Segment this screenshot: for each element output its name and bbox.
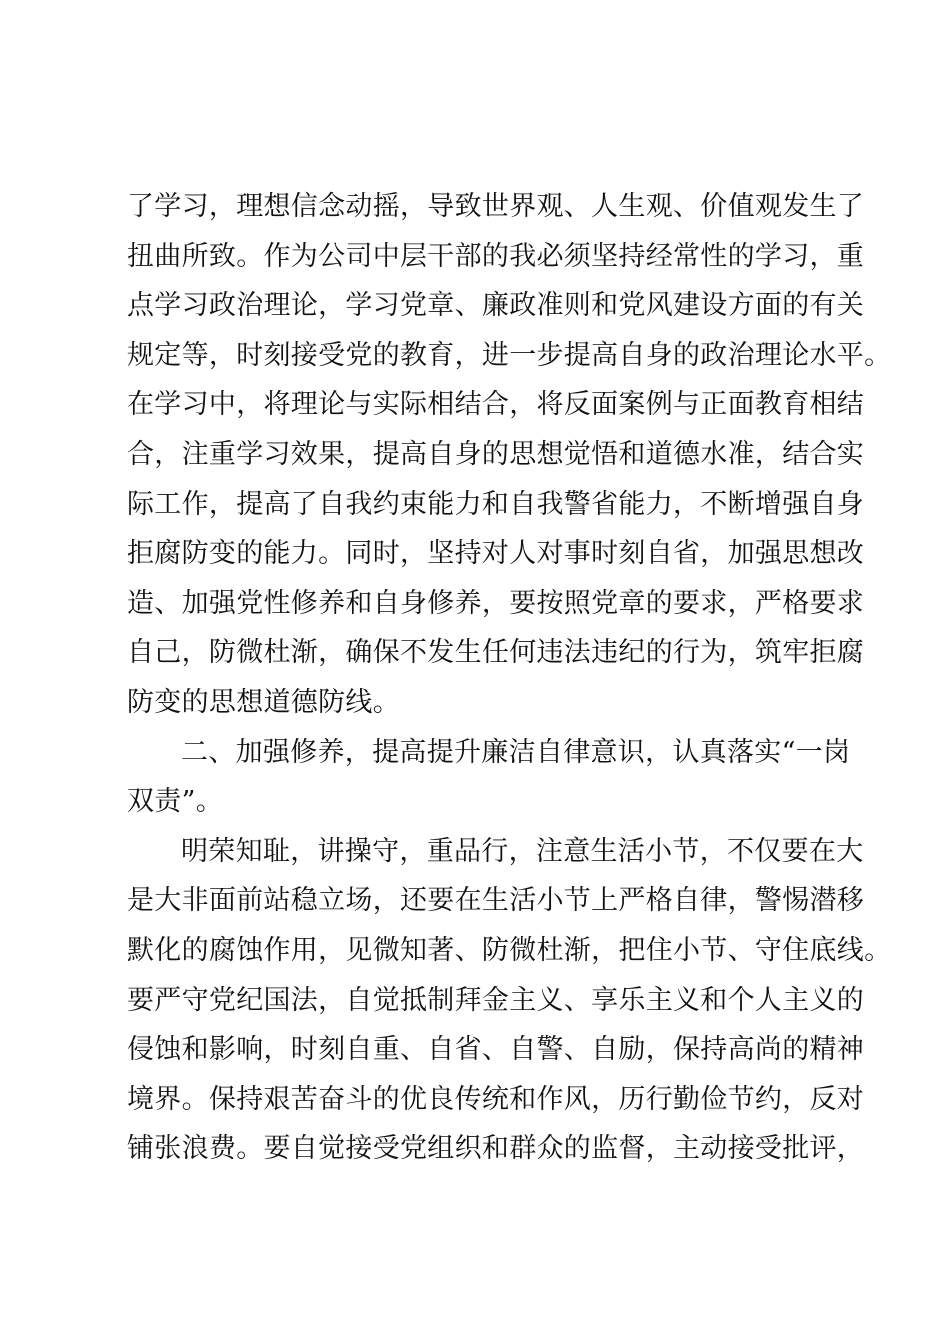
heading-line: 双责”。: [127, 786, 224, 818]
text-line: 铺张浪费。要自觉接受党组织和群众的监督，主动接受批评，: [127, 1133, 865, 1165]
text-line: 在学习中，将理论与实际相结合，将反面案例与正面教育相结: [127, 389, 865, 421]
text-line: 点学习政治理论，学习党章、廉政准则和党风建设方面的有关: [127, 290, 865, 322]
text-line: 际工作，提高了自我约束能力和自我警省能力，不断增强自身: [127, 488, 865, 520]
text-line: 是大非面前站稳立场，还要在生活小节上严格自律，警惕潜移: [127, 885, 865, 917]
text-line: 默化的腐蚀作用，见微知著、防微杜渐，把住小节、守住底线。: [127, 934, 892, 966]
text-line: 拒腐防变的能力。同时，坚持对人对事时刻自省，加强思想改: [127, 538, 865, 570]
text-line: 要严守党纪国法，自觉抵制拜金主义、享乐主义和个人主义的: [127, 984, 865, 1016]
text-line: 扭曲所致。作为公司中层干部的我必须坚持经常性的学习，重: [127, 240, 865, 272]
text-line: 合，注重学习效果，提高自身的思想觉悟和道德水准，结合实: [127, 438, 865, 470]
paragraph-continuation: [127, 182, 892, 728]
section-heading: [127, 728, 851, 827]
text-line: 造、加强党性修养和自身修养，要按照党章的要求，严格要求: [127, 587, 865, 619]
text-line: 防变的思想道德防线。: [127, 686, 400, 718]
text-line: 了学习，理想信念动摇，导致世界观、人生观、价值观发生了: [127, 191, 865, 222]
text-line: 规定等，时刻接受党的教育，进一步提高自身的政治理论水平。: [127, 339, 892, 371]
document-body: [127, 182, 892, 1174]
heading-line: 二、加强修养，提高提升廉洁自律意识，认真落实“一岗: [181, 736, 851, 768]
text-line: 境界。保持艰苦奋斗的优良传统和作风，历行勤俭节约，反对: [127, 1083, 865, 1115]
text-line: 明荣知耻，讲操守，重品行，注意生活小节，不仅要在大: [181, 835, 864, 867]
text-line: 侵蚀和影响，时刻自重、自省、自警、自励，保持高尚的精神: [127, 1034, 865, 1066]
text-line: 自己，防微杜渐，确保不发生任何违法违纪的行为，筑牢拒腐: [127, 637, 865, 669]
paragraph: [127, 827, 892, 1174]
